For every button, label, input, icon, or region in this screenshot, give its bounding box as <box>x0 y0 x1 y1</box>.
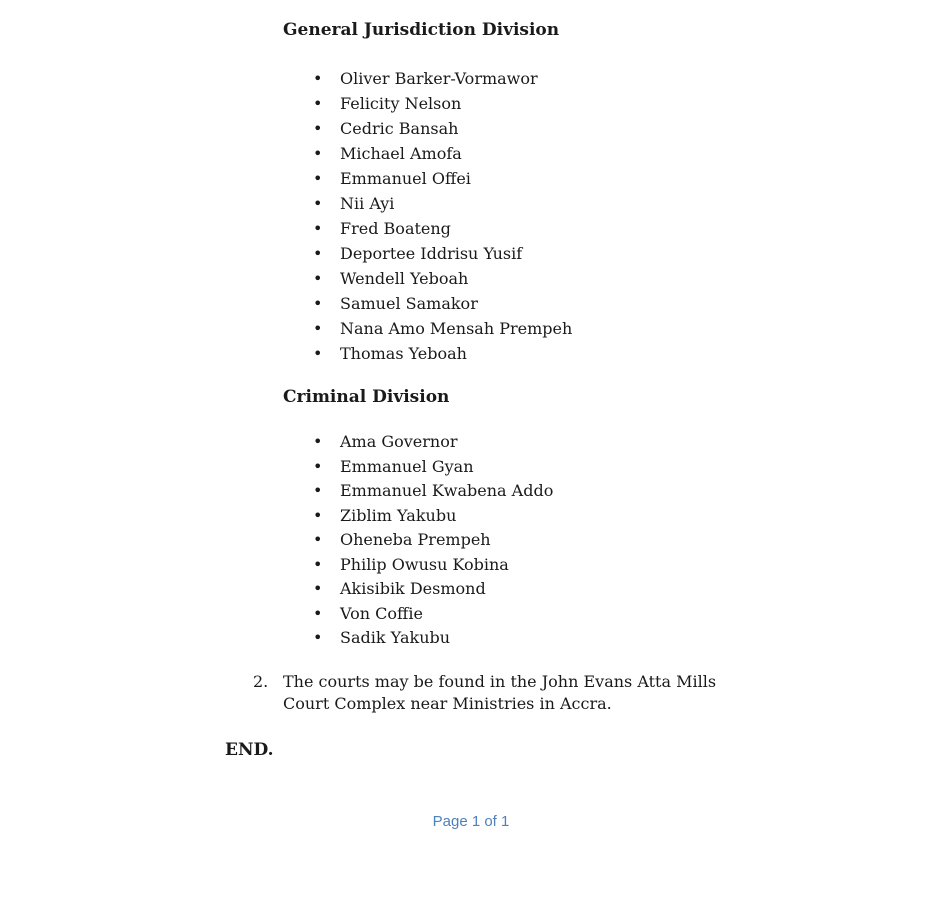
list-item <box>225 602 942 627</box>
bullet-icon: • <box>313 69 323 88</box>
list-item <box>225 341 942 366</box>
list-item <box>225 166 942 191</box>
list-item <box>225 266 942 291</box>
bullet-icon: • <box>313 94 323 113</box>
list-item-name: Philip Owusu Kobina <box>340 554 509 574</box>
list-item <box>225 316 942 341</box>
bullet-icon: • <box>313 530 323 549</box>
numbered-item <box>253 671 942 715</box>
list-item <box>225 66 942 91</box>
bullet-icon: • <box>313 505 323 525</box>
list-item <box>225 141 942 166</box>
list-item-name: Emmanuel Gyan <box>340 456 474 476</box>
list-item-name: Sadik Yakubu <box>340 628 451 647</box>
list-item-name: Oliver Barker-Vormawor <box>340 69 538 88</box>
bullet-icon: • <box>313 432 323 451</box>
bullet-icon: • <box>313 579 323 598</box>
list-item <box>225 241 942 266</box>
bullet-icon: • <box>313 244 323 263</box>
item-number: 2. <box>253 671 269 691</box>
bullet-icon: • <box>313 219 323 238</box>
list-item-name: Wendell Yeboah <box>340 269 469 288</box>
bullet-icon: • <box>313 456 323 476</box>
list-item-name: Thomas Yeboah <box>340 344 467 363</box>
list-item <box>225 504 942 529</box>
list-item-name: Von Coffie <box>340 603 423 623</box>
list-item-name: Samuel Samakor <box>340 294 478 313</box>
list-item-name: Felicity Nelson <box>340 94 462 113</box>
bullet-icon: • <box>313 269 323 288</box>
list-item <box>225 216 942 241</box>
list-item <box>225 528 942 553</box>
bullet-icon: • <box>313 119 323 138</box>
list-item <box>225 479 942 504</box>
section-heading-general-jurisdiction: General Jurisdiction Division <box>283 20 560 40</box>
page-number-label: Page 1 of 1 <box>432 813 510 830</box>
list-item-name: Akisibik Desmond <box>340 579 486 598</box>
bullet-icon: • <box>313 319 323 338</box>
bullet-icon: • <box>313 628 323 647</box>
section-heading-criminal: Criminal Division <box>283 387 450 407</box>
list-item-name: Oheneba Prempeh <box>340 530 491 549</box>
list-item <box>225 91 942 116</box>
name-list-general-jurisdiction <box>225 66 942 366</box>
bullet-icon: • <box>313 144 323 163</box>
list-item-name: Emmanuel Kwabena Addo <box>340 481 554 500</box>
list-item <box>225 455 942 480</box>
list-item <box>225 577 942 602</box>
list-item <box>225 430 942 455</box>
list-item <box>225 191 942 216</box>
list-item <box>225 553 942 578</box>
list-item-name: Emmanuel Offei <box>340 169 471 188</box>
list-item-name: Nii Ayi <box>340 194 395 213</box>
list-item-name: Michael Amofa <box>340 144 462 163</box>
name-list-criminal <box>225 430 942 651</box>
bullet-icon: • <box>313 294 323 313</box>
bullet-icon: • <box>313 554 323 574</box>
list-item-name: Cedric Bansah <box>340 119 459 138</box>
bullet-icon: • <box>313 169 323 188</box>
list-item <box>225 626 942 651</box>
bullet-icon: • <box>313 603 323 623</box>
bullet-icon: • <box>313 194 323 213</box>
list-item-name: Nana Amo Mensah Prempeh <box>340 319 573 338</box>
list-item-name: Fred Boateng <box>340 219 451 238</box>
bullet-icon: • <box>313 344 323 363</box>
end-label: END. <box>225 739 274 760</box>
bullet-icon: • <box>313 481 323 500</box>
list-item <box>225 291 942 316</box>
list-item <box>225 116 942 141</box>
item-text: The courts may be found in the John Evans Atta Mills Court Complex near Ministries in Accra. <box>283 671 717 713</box>
list-item-name: Ama Governor <box>340 432 458 451</box>
list-item-name: Deportee Iddrisu Yusif <box>340 244 523 263</box>
list-item-name: Ziblim Yakubu <box>340 505 457 525</box>
